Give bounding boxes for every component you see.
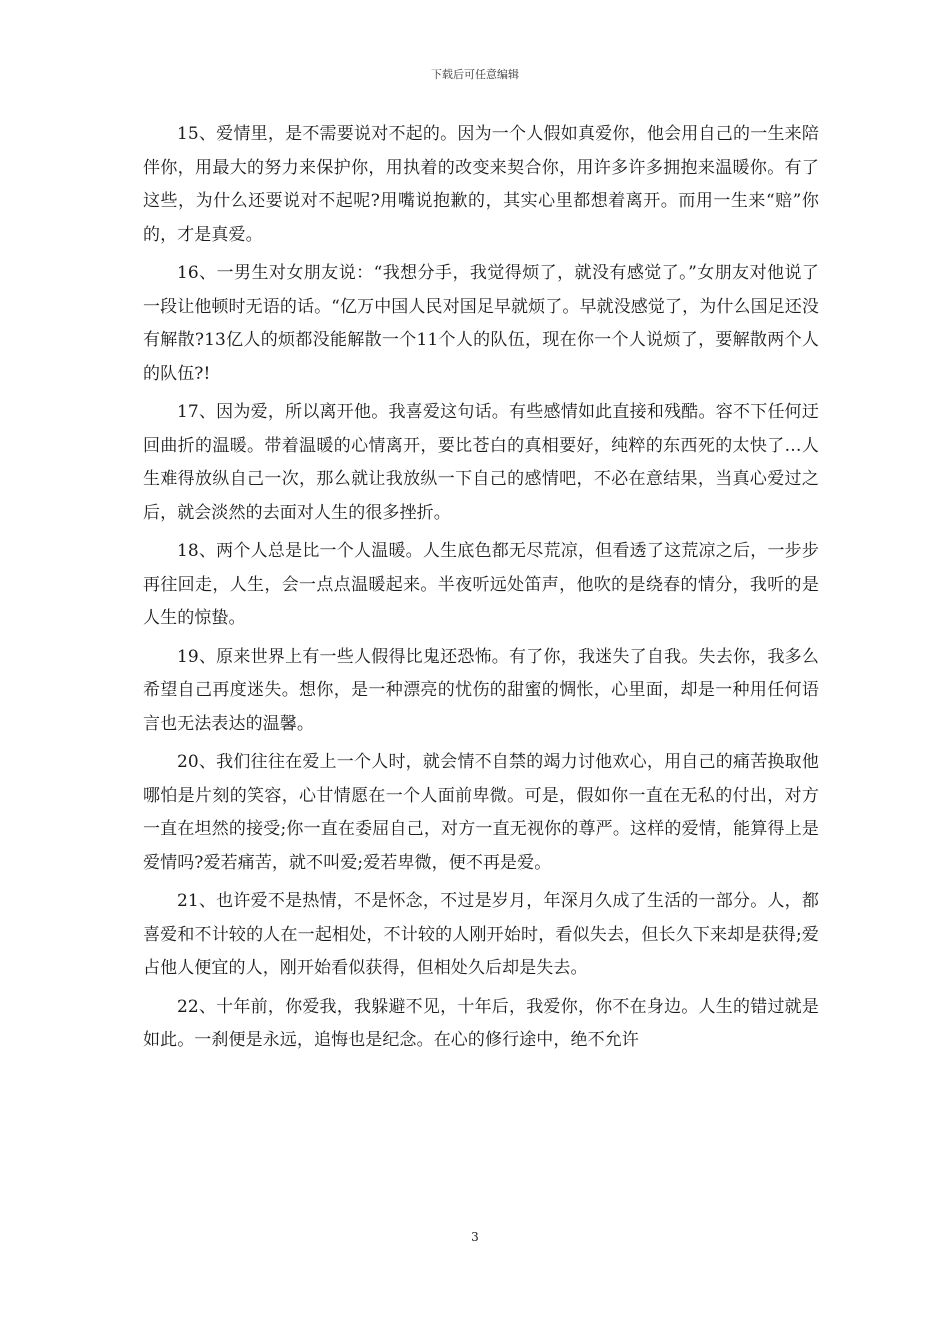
paragraph-16: 16、一男生对女朋友说：“我想分手，我觉得烦了，就没有感觉了。”女朋友对他说了一段让他顿时无语的话。“亿万中国人民对国足早就烦了。早就没感觉了，为什么国足还没有解散?13亿人的烦都没能解散一个11个人的队伍，现在你一个人说烦了，要解散两个人的队伍?! [143,263,819,384]
paragraph-19: 19、原来世界上有一些人假得比鬼还恐怖。有了你，我迷失了自我。失去你，我多么希望自己再度迷失。想你，是一种漂亮的忧伤的甜蜜的惆怅，心里面，却是一种用任何语言也无法表达的温馨。 [143,646,819,734]
page-header: 下载后可任意编辑 [431,68,519,81]
paragraph-17: 17、因为爱，所以离开他。我喜爱这句话。有些感情如此直接和残酷。容不下任何迂回曲折的温暖。带着温暖的心情离开，要比苍白的真相要好，纯粹的东西死的太快了…人生难得放纵自己一次，那么就让我放纵一下自己的感情吧，不必在意结果，当真心爱过之后，就会淡然的去面对人生的很多挫折。 [143,402,819,523]
document-body [143,118,819,1063]
paragraph-21: 21、也许爱不是热情，不是怀念，不过是岁月，年深月久成了生活的一部分。人，都喜爱和不计较的人在一起相处，不计较的人刚开始时，看似失去，但长久下来却是获得;爱占他人便宜的人，刚开始看似获得，但相处久后却是失去。 [143,891,819,978]
page-number: 3 [471,1230,479,1244]
paragraph-15: 15、爱情里，是不需要说对不起的。因为一个人假如真爱你，他会用自己的一生来陪伴你，用最大的努力来保护你，用执着的改变来契合你，用许多许多拥抱来温暖你。有了这些，为什么还要说对不起呢?用嘴说抱歉的，其实心里都想着离开。而用一生来“赔”你的，才是真爱。 [143,124,819,245]
paragraph-20: 20、我们往往在爱上一个人时，就会情不自禁的竭力讨他欢心，用自己的痛苦换取他哪怕是片刻的笑容，心甘情愿在一个人面前卑微。可是，假如你一直在无私的付出，对方一直在坦然的接受;你一直在委屈自己，对方一直无视你的尊严。这样的爱情，能算得上是爱情吗?爱若痛苦，就不叫爱;爱若卑微，便不再是爱。 [143,752,819,873]
paragraph-22: 22、十年前，你爱我，我躲避不见，十年后，我爱你，你不在身边。人生的错过就是如此。一刹便是永远，追悔也是纪念。在心的修行途中，绝不允许 [143,996,819,1050]
paragraph-18: 18、两个人总是比一个人温暖。人生底色都无尽荒凉，但看透了这荒凉之后，一步步再往回走，人生，会一点点温暖起来。半夜听远处笛声，他吹的是绕春的情分，我听的是人生的惊蛰。 [143,541,819,628]
